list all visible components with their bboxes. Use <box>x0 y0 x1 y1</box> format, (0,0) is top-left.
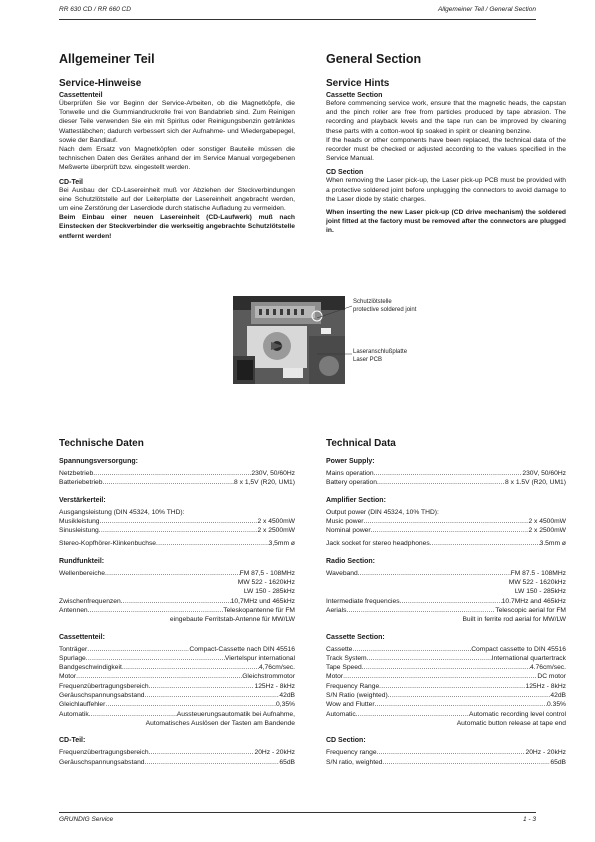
right-cd-head: CD Section <box>326 169 364 177</box>
left-cass-head: Cassettenteil: <box>59 633 105 641</box>
callout-solder-de: Schutzlötstelle <box>353 299 392 305</box>
spec-row: Motor ..... DC motor <box>326 672 566 681</box>
spec-row: Antennen ..... Teleskopantenne für FM <box>59 606 295 615</box>
left-service-title: Service-Hinweise <box>59 78 142 89</box>
spec-row: Frequenzübertragungsbereich ..... 20Hz - 20kHz <box>59 748 295 757</box>
right-radio-head: Radio Section: <box>326 557 376 565</box>
left-radio-mw: MW 522 - 1620kHz <box>237 579 295 587</box>
spec-row: Automatik ..... Aussteuerungsautomatik bei Aufnahme, <box>59 710 295 719</box>
spec-row: Intermediate frequencies ..... 10.7MHz and 465kHz <box>326 597 566 606</box>
right-service-column <box>326 52 566 236</box>
spec-row: Frequency range ..... 20Hz - 20kHz <box>326 748 566 757</box>
left-tech-column <box>59 438 295 767</box>
footer-page-number: 1 - 3 <box>522 816 536 823</box>
left-cassette-p1: Überprüfen Sie vor Beginn der Service-Arbeiten, ob die Magnetköpfe, die Tonwelle und die Gummiandruckrolle frei von Bandabrieb sind. Zum Reinigen dieser Teile verwenden Sie ein mit Spiritus oder Reinigungsbenzin getränktes Wattestäbchen; dadurch verbessert sich der Aufnahme- und Wiedergabepegel, sowie der Bandlauf. <box>59 100 295 144</box>
left-title: Allgemeiner Teil <box>59 52 155 66</box>
right-cassette-head: Cassette Section <box>326 92 383 99</box>
left-cd-head: CD-Teil <box>59 178 83 186</box>
right-power-head: Power Supply: <box>326 458 375 465</box>
right-amp-head: Amplifier Section: <box>326 496 386 504</box>
left-power-head: Spannungsversorgung: <box>59 458 138 465</box>
spec-row: Motor ..... Gleichstrommotor <box>59 672 295 681</box>
left-cassette-p2: Nach dem Ersatz von Magnetköpfen oder sonstiger Bauteile müssen die technischen Daten des Gerätes anhand der im Service Manual vorgegebenen Meßwerte überprüft bzw. eingestellt werden. <box>59 146 295 172</box>
spec-row: Geräuschspannungsabstand ..... 42dB <box>59 691 295 700</box>
spec-row: Musikleistung ..... 2 x 4500mW <box>59 517 295 526</box>
right-amp-output: Output power (DIN 45324, 10% THD): <box>326 508 439 516</box>
footer-rule <box>59 812 536 813</box>
right-cass-auto2: Automatic button release at tape end <box>456 719 566 727</box>
right-cassette-p1: Before commencing service work, ensure that the magnetic heads, the capstan and the pinch roller are free from particles produced by tape abrasion. The recording and playback levels and the tape run can be improved by cleaning these parts with a cotton-wool tip soaked in spirit or cleaning benzine. <box>326 100 566 135</box>
right-tech-column <box>326 438 566 767</box>
spec-row: Geräuschspannungsabstand ..... 65dB <box>59 758 295 767</box>
right-service-title: Service Hints <box>326 78 390 89</box>
spec-row: Batteriebetrieb ..... 8 x 1,5V (R20, UM1) <box>59 478 295 487</box>
spec-row: Waveband ..... FM 87.5 - 108MHz <box>326 569 566 578</box>
left-radio-lw: LW 150 - 285kHz <box>243 588 295 596</box>
left-amp-output: Ausgangsleistung (DIN 45324, 10% THD): <box>59 508 185 516</box>
callout-pcb-de: Laseranschlußplatte <box>353 349 408 355</box>
spec-row: Tonträger ..... Compact-Cassette nach DIN 45516 <box>59 645 295 654</box>
right-cd-tech-head: CD Section: <box>326 737 366 745</box>
left-tech-title: Technische Daten <box>59 438 144 449</box>
right-radio-lw: LW 150 - 285kHz <box>514 588 566 596</box>
spec-row: Gleichlauffehler ..... 0,35% <box>59 700 295 709</box>
page-header <box>59 6 536 17</box>
spec-row: Mains operation ..... 230V, 50/60Hz <box>326 469 566 478</box>
spec-row: Spurlage ..... Viertelspur international <box>59 654 295 663</box>
callout-lines <box>316 300 354 360</box>
spec-row: Wow and Flutter ..... 0.35% <box>326 700 566 709</box>
spec-row: Cassette ..... Compact cassette to DIN 45516 <box>326 645 566 654</box>
right-title: General Section <box>326 52 422 66</box>
spec-row: Automatic ..... Automatic recording level control <box>326 710 566 719</box>
page-footer <box>59 816 536 823</box>
footer-brand: GRUNDIG Service <box>59 816 114 823</box>
left-service-column <box>59 52 295 241</box>
spec-row: Tape Speed ..... 4.76cm/sec. <box>326 663 566 672</box>
spec-row: S/N Ratio (weighted) ..... 42dB <box>326 691 566 700</box>
callout-solder-en: protective soldered joint <box>353 306 417 313</box>
spec-row: Music power ..... 2 x 4500mW <box>326 517 566 526</box>
spec-row: Battery operation ..... 8 x 1.5V (R20, UM1) <box>326 478 566 487</box>
spec-row: Track System ..... International quartertrack <box>326 654 566 663</box>
header-model: RR 630 CD / RR 660 CD <box>59 6 131 13</box>
spec-row: Wellenbereiche ..... FM 87,5 - 108MHz <box>59 569 295 578</box>
spec-row: Bandgeschwindigkeit ..... 4,76cm/sec. <box>59 663 295 672</box>
spec-row: Stereo-Kopfhörer-Klinkenbuchse ..... 3,5mm ø <box>59 539 295 548</box>
right-radio-mw: MW 522 - 1620kHz <box>508 579 566 587</box>
spec-row: Zwischenfrequenzen ..... 10,7MHz und 465kHz <box>59 597 295 606</box>
callout-pcb-en: Laser PCB <box>353 356 383 363</box>
callout-solder-joint <box>353 299 416 314</box>
spec-row: Aerials ..... Telescopic aerial for FM <box>326 606 566 615</box>
left-cd-tech-head: CD-Teil: <box>59 737 86 745</box>
spec-row: Sinusleistung ..... 2 x 2500mW <box>59 526 295 535</box>
callout-laser-pcb <box>353 349 407 364</box>
left-radio-ant2: eingebaute Ferritstab-Antenne für MW/LW <box>169 616 295 624</box>
left-cd-p2: Beim Einbau einer neuen Lasereinheit (CD-Laufwerk) muß nach Einstecken der Steckverbinder die werkseitig angebrachte Schutzlötstelle entfernt werden! <box>59 214 295 240</box>
left-cd-p1: Bei Ausbau der CD-Lasereinheit muß vor Abziehen der Steckverbindungen eine Schutzlötstelle auf der Leiterplatte der Lasereinheit angebracht werden, um eine Zerstörung der Laserdiode durch statische Aufladung zu vermeiden. <box>59 186 295 213</box>
header-rule <box>59 19 536 20</box>
left-cassette-head: Cassettenteil <box>59 92 103 99</box>
right-cd-p1: When removing the Laser pick-up, the Laser pick-up PCB must be provided with a protective soldered joint before unplugging the connectors to avoid damage to the Laser diode by static charges. <box>326 177 566 203</box>
spec-row: S/N ratio, weighted ..... 65dB <box>326 758 566 767</box>
right-tech-title: Technical Data <box>326 438 396 449</box>
spec-row: Nominal power ..... 2 x 2500mW <box>326 526 566 535</box>
header-section: Allgemeiner Teil / General Section <box>437 6 536 13</box>
right-radio-ant2: Built in ferrite rod aerial for MW/LW <box>462 616 566 624</box>
left-radio-head: Rundfunkteil: <box>59 557 105 565</box>
spec-row: Netzbetrieb ..... 230V, 50/60Hz <box>59 469 295 478</box>
spec-row: Jack socket for stereo headphones ..... 3.5mm ø <box>326 539 566 548</box>
spec-row: Frequency Range ..... 125Hz - 8kHz <box>326 682 566 691</box>
left-cass-auto2: Automatisches Auslösen der Tasten am Bandende <box>145 719 295 727</box>
right-cd-p2: When inserting the new Laser pick-up (CD drive mechanism) the soldered joint fitted at the factory must be removed after the connectors are plugged in. <box>326 209 566 235</box>
left-amp-head: Verstärkerteil: <box>59 496 106 504</box>
right-cass-head: Cassette Section: <box>326 633 385 641</box>
spec-row: Frequenzübertragungsbereich ..... 125Hz - 8kHz <box>59 682 295 691</box>
right-cassette-p2: If the heads or other components have been replaced, the technical data of the recorder must be checked or adjusted according to the values specified in the Service Manual. <box>326 136 566 163</box>
